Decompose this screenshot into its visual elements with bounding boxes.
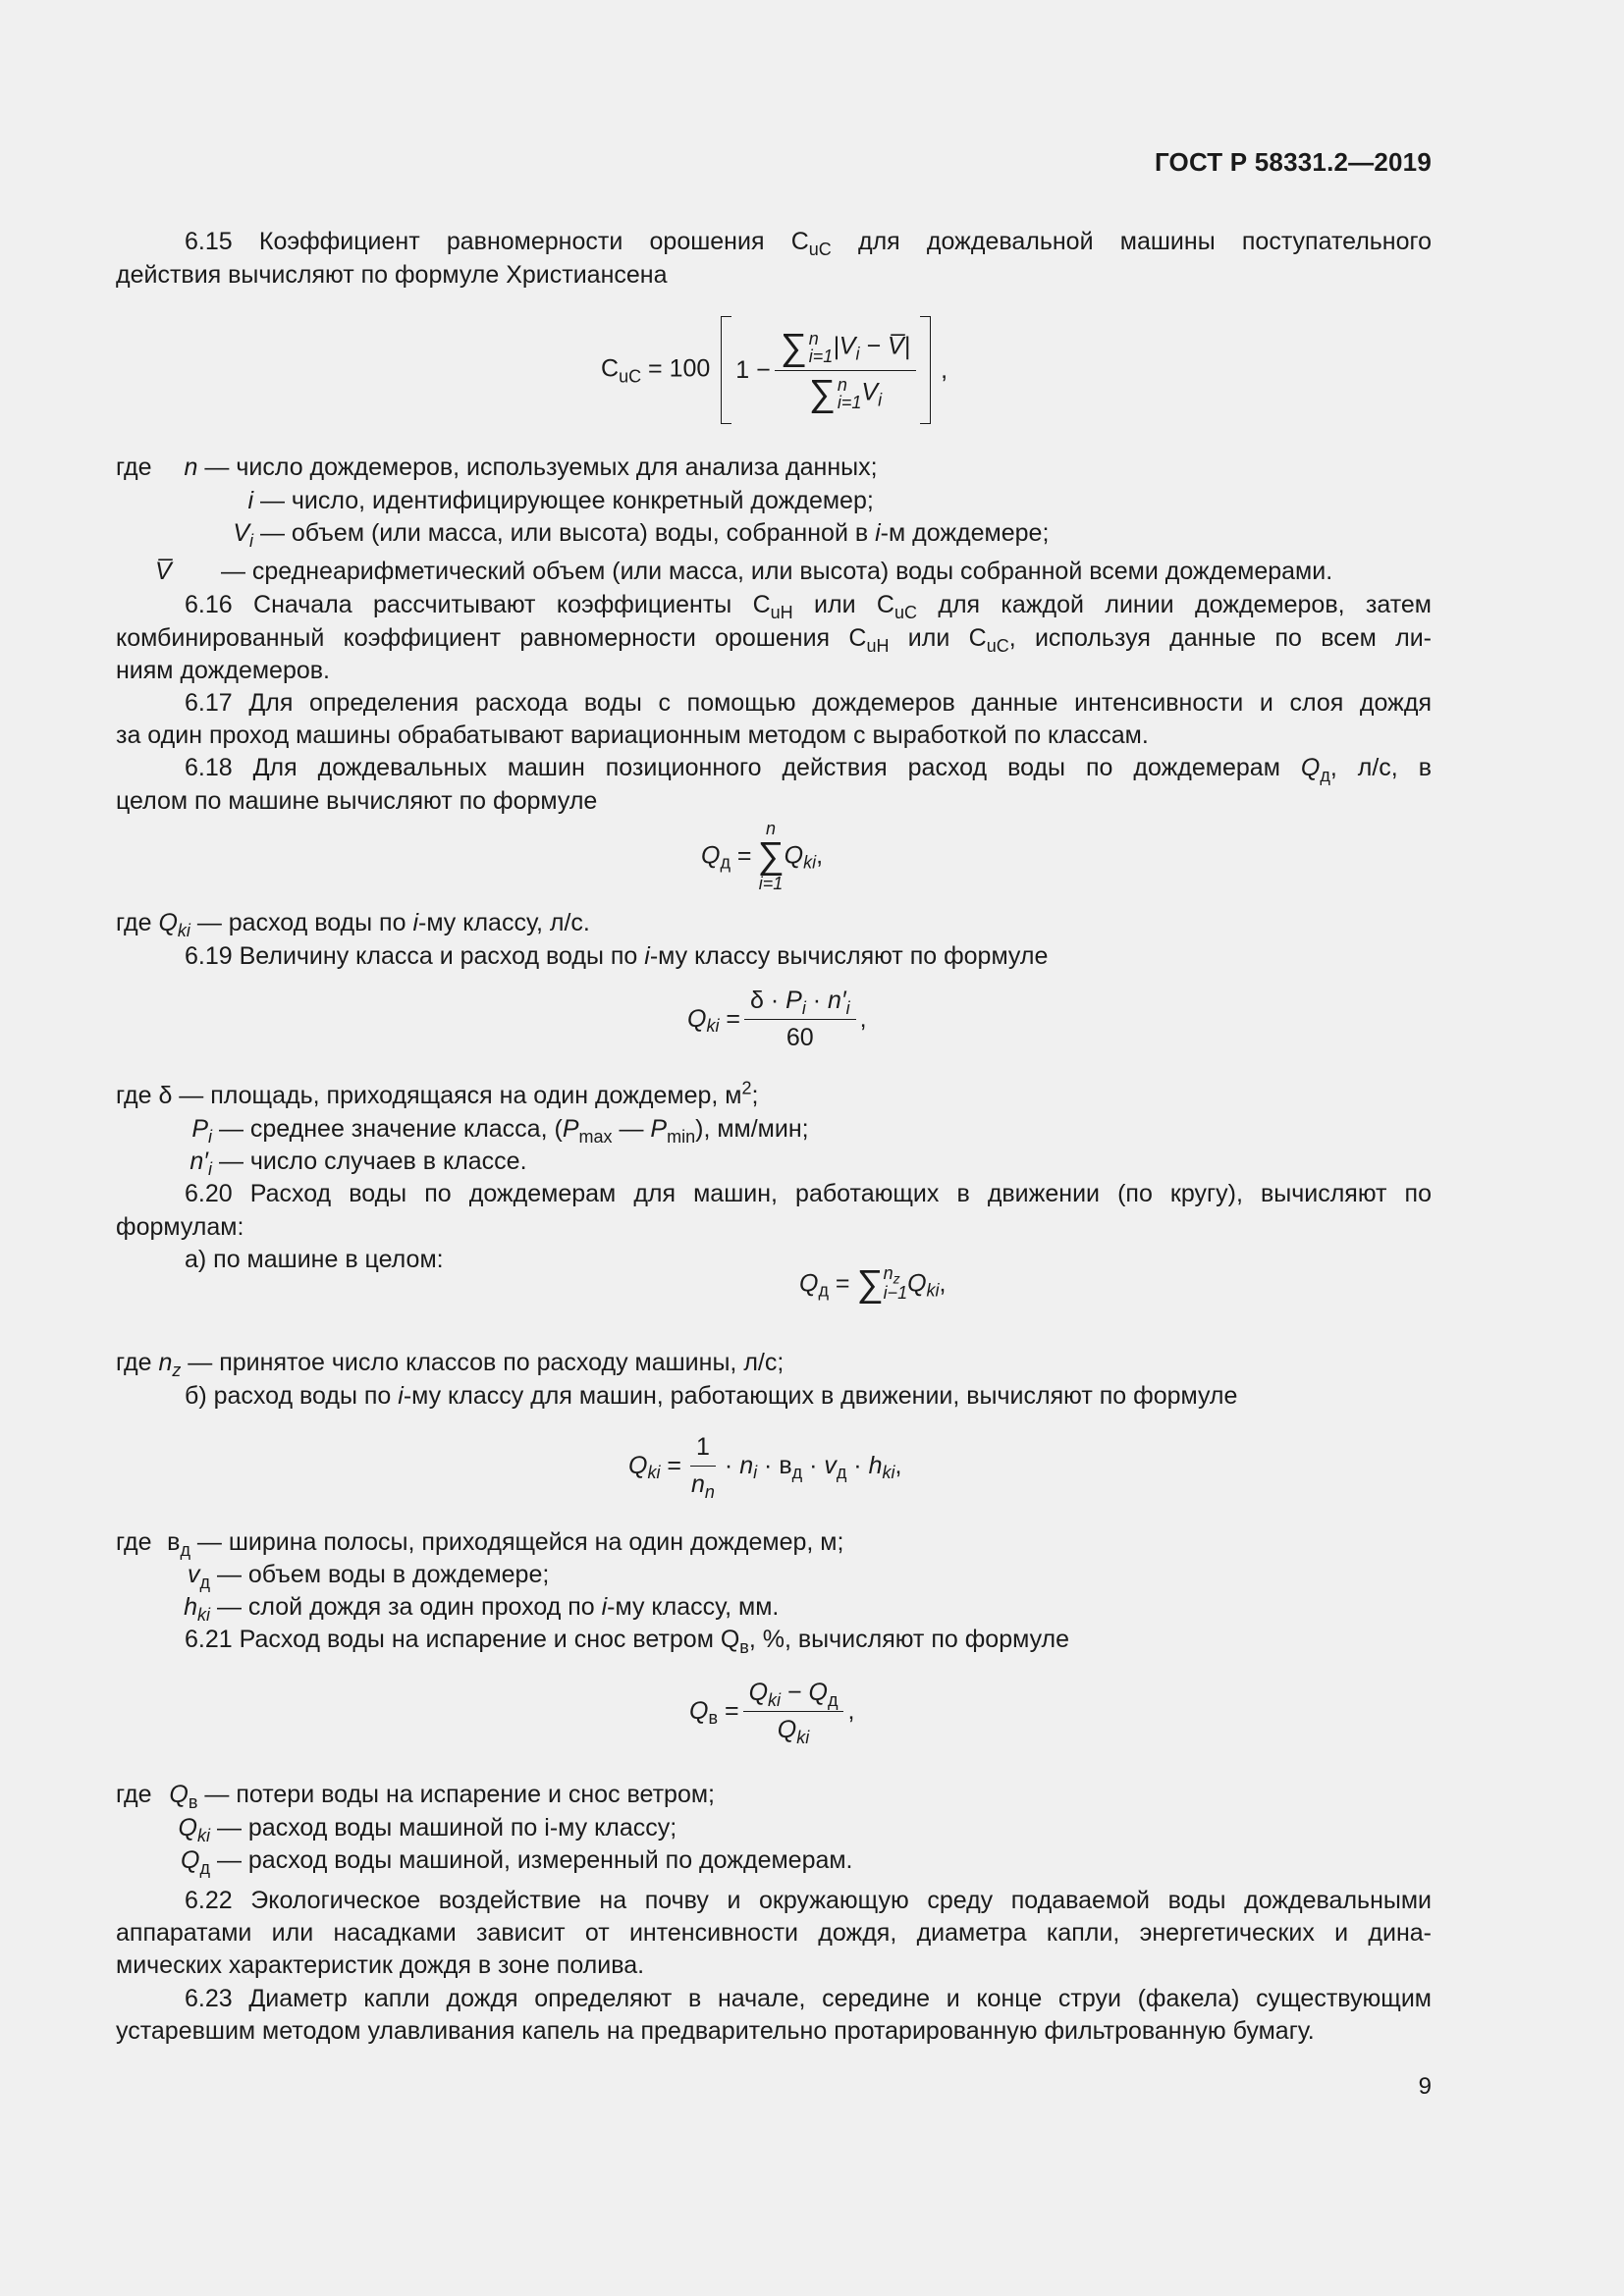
- term-symbol: δ: [158, 1082, 173, 1109]
- para-6-15-line-1: [185, 226, 1432, 258]
- subscript: i: [249, 531, 253, 551]
- fraction: [744, 987, 856, 1052]
- para-6-16-line-2: [116, 622, 1432, 655]
- where-4-row-1: [116, 1347, 784, 1379]
- subscript: ki: [796, 1728, 810, 1747]
- subscript: д: [199, 1858, 210, 1878]
- formula-symbol: v: [824, 1452, 837, 1479]
- fraction-denominator: [772, 1712, 815, 1747]
- term-definition: — принятое число классов по расходу машины, л/с;: [181, 1349, 785, 1376]
- formula-symbol: Q: [784, 841, 804, 870]
- formula-text: δ ·: [750, 987, 786, 1014]
- subscript: в: [708, 1708, 719, 1729]
- where-3-row-3: [149, 1146, 527, 1178]
- page-number: 9: [1418, 2073, 1432, 2100]
- para-6-20-line-1: 6.20 Расход воды по дождемерам для машин, работающих в движении (по кругу), вычисляют по: [185, 1180, 1432, 1207]
- sum-upper-symbol: n: [883, 1263, 893, 1283]
- term-definition: -м дождемере;: [880, 519, 1050, 547]
- where-label: где: [116, 454, 152, 481]
- where-label: где: [116, 1781, 159, 1808]
- term-definition: — число случаев в классе.: [212, 1148, 527, 1175]
- fraction-numerator: 1: [690, 1433, 716, 1467]
- formula-text: =: [718, 1697, 739, 1725]
- para-6-18-line-1: [185, 752, 1432, 784]
- formula-total-flow-positional: [701, 820, 823, 892]
- term-definition: — объем (или масса, или высота) воды, собранной в: [253, 519, 876, 547]
- text: -му классу вычисляют по формуле: [649, 942, 1049, 970]
- term-symbol: v: [187, 1561, 200, 1588]
- term-symbol: Q: [158, 909, 178, 936]
- text: для каждой линии дождемеров, затем: [917, 591, 1432, 618]
- formula-text: · в: [757, 1452, 792, 1479]
- formula-symbol: n: [691, 1470, 705, 1498]
- subscript: uC: [808, 240, 832, 259]
- subscript: z: [172, 1361, 182, 1380]
- formula-symbol: |V: [833, 332, 856, 360]
- subscript: min: [667, 1127, 696, 1147]
- term-definition: — площадь, приходящаяся на один дождемер, м: [172, 1082, 742, 1109]
- subscript: i: [208, 1127, 212, 1147]
- term-symbol: Q: [169, 1781, 189, 1808]
- para-6-17-line-2: за один проход машины обрабатывают вариационным методом с выработкой по классам.: [116, 721, 1149, 749]
- sum-upper: n: [808, 328, 819, 348]
- fraction-denominator: [685, 1467, 721, 1502]
- term-symbol: i: [398, 1382, 404, 1410]
- term-symbol: Q: [181, 1846, 200, 1874]
- where-3-row-2: [157, 1113, 809, 1146]
- text: или С: [792, 591, 894, 618]
- term-symbol: P: [562, 1115, 579, 1143]
- subscript: ki: [197, 1605, 210, 1625]
- where-5-row-3: [165, 1591, 779, 1624]
- formula-symbol: P: [785, 987, 802, 1014]
- term-definition: ), мм/мин;: [695, 1115, 809, 1143]
- text: для дождевальной машины поступательного: [831, 228, 1432, 255]
- term-symbol: i: [247, 487, 253, 514]
- subscript: ki: [706, 1016, 720, 1037]
- para-6-15-line-2: действия вычисляют по формуле Христиансена: [116, 261, 668, 289]
- where-6-row-2: [165, 1812, 677, 1844]
- term-definition: — число дождемеров, используемых для анализа данных;: [197, 454, 878, 481]
- para-6-17-line-1: 6.17 Для определения расхода воды с помощью дождемеров данные интенсивности и слоя дождя: [185, 689, 1432, 717]
- term-definition: —: [612, 1115, 651, 1143]
- term-symbol: i: [875, 519, 881, 547]
- formula-text: ,: [939, 1269, 947, 1298]
- sum-symbol: ∑: [808, 372, 836, 414]
- text: 6.15 Коэффициент равномерности орошения С: [185, 228, 809, 255]
- formula-symbol: Q: [687, 1005, 707, 1033]
- term-definition: — слой дождя за один проход по: [210, 1593, 602, 1621]
- subscript: ki: [882, 1463, 895, 1483]
- text: , используя данные по всем ли-: [1008, 624, 1432, 652]
- term-symbol: Q: [1300, 754, 1321, 781]
- para-6-23-line-1: 6.23 Диаметр капли дождя определяют в начале, середине и конце струи (факела) существующим: [185, 1985, 1432, 2012]
- term-definition: -му классу, л/с.: [418, 909, 590, 936]
- subscript: д: [720, 852, 731, 873]
- term-symbol: i: [601, 1593, 608, 1621]
- term-symbol: i: [412, 909, 419, 936]
- where-1-row-2: [177, 485, 874, 517]
- subscript: д: [818, 1280, 829, 1301]
- text: -му классу для машин, работающих в движении, вычисляют по формуле: [403, 1382, 1238, 1410]
- formula-text: ,: [847, 1697, 855, 1725]
- term-definition: — расход воды машиной, измеренный по дождемерам.: [210, 1846, 853, 1874]
- formula-text: ·: [802, 1452, 825, 1479]
- term-definition: — расход воды машиной по i-му классу;: [210, 1814, 677, 1842]
- formula-text: ·: [805, 987, 829, 1014]
- document-header: ГОСТ Р 58331.2—2019: [1154, 147, 1432, 177]
- formula-class-flow-moving: [628, 1433, 902, 1502]
- term-symbol: i: [644, 942, 650, 970]
- subscript: i: [208, 1159, 212, 1179]
- sum-symbol: ∑: [757, 835, 785, 877]
- formula-symbol: Q: [689, 1697, 709, 1725]
- formula-symbol: Q: [701, 841, 721, 870]
- formula-symbol: − V̅|: [859, 332, 911, 360]
- where-label: где: [116, 1528, 159, 1556]
- where-6-row-1: [116, 1779, 715, 1811]
- sum-upper: [883, 1263, 908, 1287]
- where-label: где: [116, 1082, 159, 1109]
- fraction-numerator: [775, 326, 916, 371]
- right-bracket: [920, 316, 931, 424]
- sum-operator: [780, 326, 834, 368]
- formula-text: −: [781, 1679, 809, 1706]
- where-1-row-3: [177, 517, 1049, 550]
- subscript: uH: [866, 636, 890, 656]
- subscript: в: [739, 1637, 749, 1657]
- left-bracket: [721, 316, 731, 424]
- subscript: n: [704, 1482, 715, 1502]
- formula-symbol: Q: [799, 1269, 819, 1298]
- para-6-21-line-1: [185, 1624, 1069, 1656]
- where-label: где: [116, 1349, 159, 1376]
- sum-lower: i−1: [883, 1282, 908, 1303]
- fraction-denominator: 60: [785, 1024, 814, 1051]
- term-definition: — среднеарифметический объем (или масса, или высота) воды собранной всеми дождемерами.: [214, 558, 1333, 585]
- subscript: uC: [986, 636, 1009, 656]
- formula-text: ,: [859, 1005, 867, 1033]
- term-symbol: V̅: [155, 558, 172, 585]
- term-symbol: Q: [178, 1814, 197, 1842]
- where-1-row-4: [155, 556, 1332, 588]
- superscript: 2: [741, 1078, 752, 1098]
- sum-operator: [758, 820, 785, 892]
- subscript: uC: [619, 366, 642, 387]
- text: 6.21 Расход воды на испарение и снос ветром Q: [185, 1626, 740, 1653]
- formula-text: 1 −: [735, 355, 771, 384]
- subscript: д: [1320, 766, 1330, 785]
- para-6-22-line-1: 6.22 Экологическое воздействие на почву и окружающую среду подаваемой воды дождевальными: [185, 1887, 1432, 1914]
- para-6-16-line-1: [185, 589, 1432, 621]
- formula-text: ·: [846, 1452, 869, 1479]
- term-symbol: в: [167, 1528, 181, 1556]
- term-symbol: P: [191, 1115, 208, 1143]
- term-symbol: n: [184, 454, 198, 481]
- para-6-20-line-2: формулам:: [116, 1213, 244, 1241]
- text: , л/с, в: [1329, 754, 1432, 781]
- formula-symbol: С: [601, 354, 620, 383]
- para-6-18-line-2: целом по машине вычисляют по формуле: [116, 787, 598, 815]
- formula-symbol: Q: [628, 1452, 648, 1479]
- text: 6.16 Сначала рассчитывают коэффициенты С: [185, 591, 771, 618]
- where-1-row-1: [116, 452, 878, 484]
- formula-symbol: Q: [777, 1716, 797, 1743]
- formula-christiansen: [601, 316, 947, 424]
- formula-evaporation-loss: [689, 1679, 855, 1747]
- subscript: z: [893, 1270, 900, 1287]
- text: б) расход воды по: [185, 1382, 399, 1410]
- fraction: [775, 326, 916, 414]
- subscript: ki: [926, 1280, 940, 1301]
- para-6-22-line-3: мических характеристик дождя в зоне полива.: [116, 1951, 645, 1979]
- formula-symbol: V: [861, 378, 879, 406]
- subscript: uC: [893, 603, 917, 622]
- term-definition: ;: [751, 1082, 759, 1109]
- where-6-row-3: [165, 1844, 853, 1877]
- sum-symbol: ∑: [856, 1262, 884, 1305]
- formula-text: =: [730, 841, 752, 870]
- fraction: [743, 1679, 844, 1747]
- subscript: в: [188, 1792, 198, 1812]
- formula-symbol: n′: [828, 987, 846, 1014]
- where-5-row-2: [169, 1559, 549, 1591]
- subscript: i: [801, 998, 806, 1018]
- where-label: где: [116, 909, 159, 936]
- where-2-row-1: [116, 907, 590, 939]
- formula-text: = 100: [641, 354, 711, 383]
- subscript: i: [845, 998, 850, 1018]
- formula-text: ·: [724, 1452, 740, 1479]
- subscript: ki: [647, 1463, 661, 1483]
- formula-text: ,: [816, 841, 824, 870]
- formula-text: =: [660, 1452, 681, 1479]
- subscript: д: [199, 1573, 210, 1592]
- term-definition: — число, идентифицирующее конкретный дождемер;: [253, 487, 874, 514]
- where-5-row-1: [116, 1526, 843, 1559]
- formula-symbol: n: [739, 1452, 754, 1479]
- sum-lower: i=1: [758, 874, 784, 893]
- term-symbol: n: [158, 1349, 173, 1376]
- term-definition: — среднее значение класса, (: [212, 1115, 563, 1143]
- text: комбинированный коэффициент равномерности орошения С: [116, 624, 867, 652]
- term-definition: — расход воды по: [189, 909, 413, 936]
- formula-symbol: Q: [748, 1679, 769, 1706]
- formula-class-flow: [687, 987, 867, 1052]
- text: 6.19 Величину класса и расход воды по: [185, 942, 645, 970]
- formula-text: =: [719, 1005, 740, 1033]
- subscript: ki: [177, 921, 190, 940]
- formula-text: ,: [894, 1452, 902, 1479]
- subscript: ki: [803, 852, 817, 873]
- where-3-row-1: [116, 1080, 758, 1112]
- term-definition: — объем воды в дождемере;: [210, 1561, 550, 1588]
- formula-symbol: h: [868, 1452, 883, 1479]
- para-6-19-line-1: [185, 940, 1048, 973]
- sum-lower: i=1: [808, 346, 834, 366]
- sum-symbol: ∑: [780, 326, 807, 368]
- text: 6.18 Для дождевальных машин позиционного действия расход воды по дождемерам: [185, 754, 1301, 781]
- para-6-20-line-3: а) по машине в целом:: [185, 1246, 444, 1273]
- subscript: ki: [197, 1826, 210, 1845]
- formula-text: =: [828, 1269, 857, 1298]
- term-symbol: n′: [189, 1148, 208, 1175]
- formula-total-flow-moving: [799, 1264, 947, 1304]
- para-6-16-line-3: ниям дождемеров.: [116, 657, 330, 684]
- subscript: uH: [770, 603, 793, 622]
- subscript: i: [855, 344, 860, 364]
- fraction-numerator: [743, 1679, 844, 1712]
- subscript: д: [827, 1690, 839, 1710]
- subscript: д: [180, 1540, 190, 1560]
- fraction-denominator: [803, 371, 888, 412]
- term-definition: — ширина полосы, приходящейся на один дождемер, м;: [189, 1528, 844, 1556]
- term-symbol: P: [650, 1115, 668, 1143]
- formula-text: ,: [941, 355, 948, 384]
- text: или С: [889, 624, 987, 652]
- subscript: д: [791, 1463, 803, 1483]
- fraction-numerator: [744, 987, 856, 1020]
- formula-symbol: Q: [808, 1679, 828, 1706]
- document-page: [116, 0, 1432, 2296]
- term-symbol: V: [233, 519, 249, 547]
- subscript: max: [578, 1127, 613, 1147]
- term-definition: -му классу, мм.: [607, 1593, 780, 1621]
- sum-upper: n: [837, 374, 847, 395]
- term-definition: — потери воды на испарение и снос ветром;: [197, 1781, 715, 1808]
- sum-operator: [808, 372, 862, 414]
- para-6-20b-line-1: [185, 1380, 1237, 1413]
- para-6-23-line-2: устаревшим методом улавливания капель на предварительно протарированную фильтрованную бумагу.: [116, 2017, 1315, 2045]
- text: , %, вычисляют по формуле: [748, 1626, 1070, 1653]
- formula-symbol: Q: [907, 1269, 927, 1298]
- para-6-22-line-2: аппаратами или насадками зависит от интенсивности дождя, диаметра капли, энергетических и дина-: [116, 1919, 1432, 1947]
- fraction: [685, 1433, 721, 1502]
- subscript: ki: [768, 1690, 782, 1710]
- subscript: i: [753, 1463, 758, 1483]
- subscript: д: [836, 1463, 847, 1483]
- term-symbol: h: [184, 1593, 197, 1621]
- subscript: i: [878, 390, 883, 410]
- sum-upper: n: [766, 819, 777, 838]
- sum-lower: i=1: [837, 392, 862, 412]
